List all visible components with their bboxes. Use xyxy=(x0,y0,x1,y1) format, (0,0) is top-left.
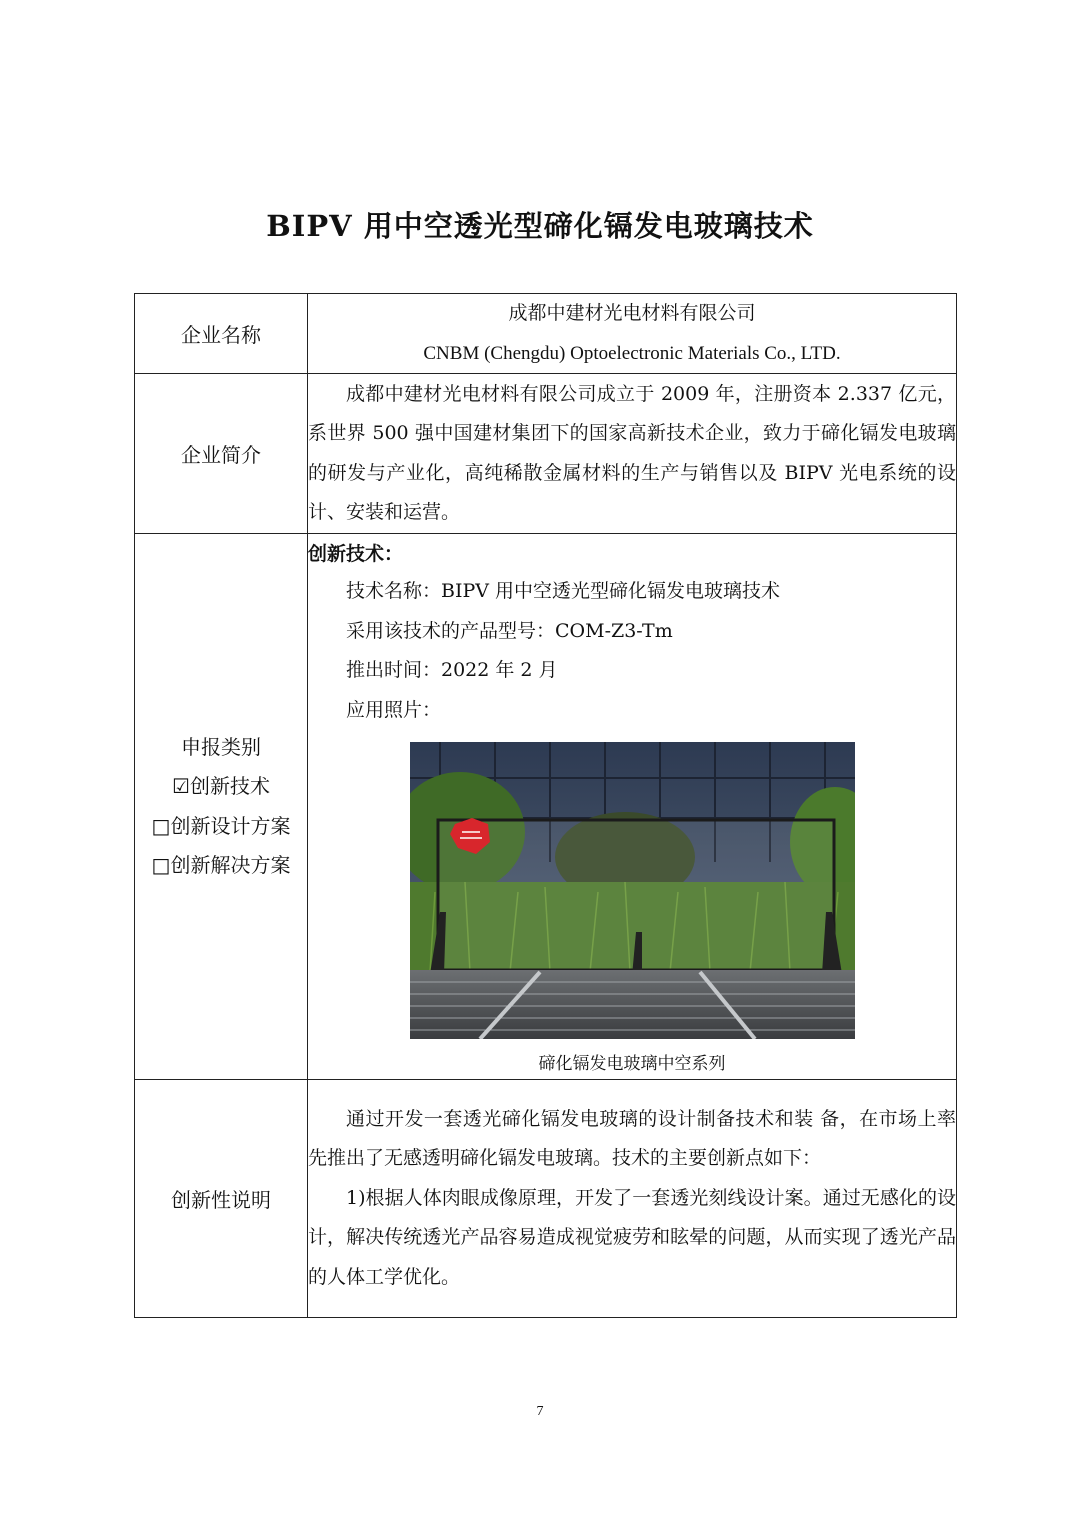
photo-label: 应用照片： xyxy=(346,698,442,721)
innovation-label: 创新性说明 xyxy=(135,1080,308,1318)
category-label: 申报类别 xyxy=(181,734,261,759)
innovation-row xyxy=(135,1080,957,1318)
launch-time: 推出时间：2022 年 2 月 xyxy=(346,659,558,681)
intro-label: 企业简介 xyxy=(135,374,308,534)
application-form-table xyxy=(134,293,957,1318)
company-cell xyxy=(308,294,957,374)
intro-cell xyxy=(308,374,957,534)
category-option-tech: ☑创新技术 xyxy=(172,774,270,798)
company-name-cn: 成都中建材光电材料有限公司 xyxy=(508,302,756,324)
photo-caption: 碲化镉发电玻璃中空系列 xyxy=(538,1054,726,1074)
application-photo xyxy=(410,742,855,1039)
innovation-heading: 创新技术： xyxy=(308,543,404,565)
page-title: BIPV 用中空透光型碲化镉发电玻璃技术 xyxy=(266,209,814,243)
application-photo-wrap xyxy=(308,742,956,1039)
category-label-cell xyxy=(135,534,308,1080)
innovation-cell xyxy=(308,1080,957,1318)
company-row xyxy=(135,294,957,374)
page-number: 7 xyxy=(536,1404,544,1419)
category-option-solution: □创新解决方案 xyxy=(151,853,291,877)
tech-name: 技术名称：BIPV 用中空透光型碲化镉发电玻璃技术 xyxy=(346,580,781,602)
category-cell xyxy=(308,534,957,1080)
innovation-para-2: 1)根据人体肉眼成像原理，开发了一套透光刻线设计案。通过无感化的设计，解决传统透光产品容易造成视觉疲劳和眩晕的问题，从而实现了透光产品的人体工学优化。 xyxy=(308,1186,956,1288)
category-option-design: □创新设计方案 xyxy=(151,813,291,838)
category-row xyxy=(135,534,957,1080)
intro-row xyxy=(135,374,957,534)
intro-text: 成都中建材光电材料有限公司成立于 2009 年，注册资本 2.337 亿元，系世界 500 强中国建材集团下的国家高新技术企业，致力于碲化镉发电玻璃的研发与产业化，高纯稀散金属材料的生产与销售以及 BIPV 光电系统的设计、安装和运营。 xyxy=(308,382,956,523)
product-model: 采用该技术的产品型号：COM-Z3-Tm xyxy=(346,619,673,642)
paved-floor xyxy=(410,970,855,1039)
company-name-en: CNBM (Chengdu) Optoelectronic Materials Co., LTD. xyxy=(423,342,841,364)
company-label: 企业名称 xyxy=(135,294,308,374)
innovation-para-1: 通过开发一套透光碲化镉发电玻璃的设计制备技术和装 备，在市场上率先推出了无感透明碲化镉发电玻璃。技术的主要创新点如下： xyxy=(308,1107,956,1170)
